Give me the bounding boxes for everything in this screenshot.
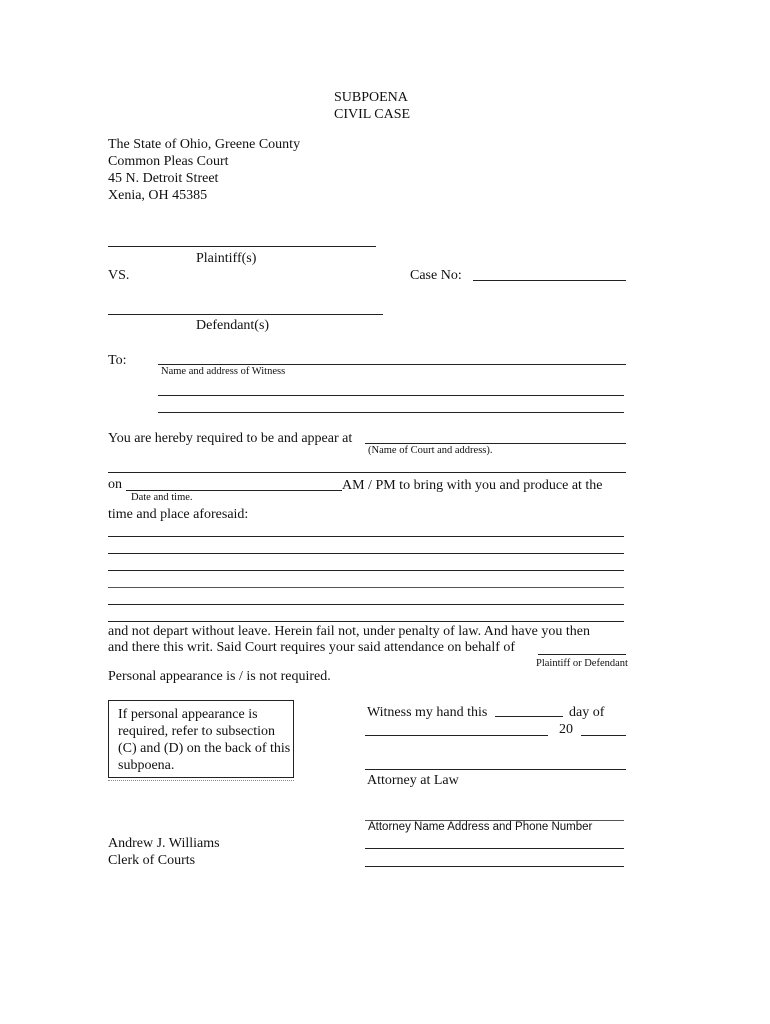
time-place-text: time and place aforesaid: bbox=[108, 507, 249, 522]
notice-box bbox=[108, 700, 294, 778]
defendant-line[interactable] bbox=[108, 314, 383, 315]
date-time-line[interactable] bbox=[126, 490, 342, 491]
attorney-caption: Attorney Name Address and Phone Number bbox=[368, 821, 593, 833]
court-name-caption: (Name of Court and address). bbox=[368, 445, 493, 456]
case-no-label: Case No: bbox=[410, 268, 462, 283]
court-line-4: Xenia, OH 45385 bbox=[108, 188, 208, 203]
personal-appearance-text: Personal appearance is / is not required. bbox=[108, 669, 331, 684]
court-line-1: The State of Ohio, Greene County bbox=[108, 137, 301, 152]
behalf-of-line[interactable] bbox=[538, 654, 626, 655]
witness-line-1[interactable] bbox=[158, 364, 626, 365]
case-no-line[interactable] bbox=[473, 280, 626, 281]
witness-hand-text: Witness my hand this bbox=[367, 705, 488, 720]
witness-line-3[interactable] bbox=[158, 412, 624, 413]
attorney-info-line-3[interactable] bbox=[365, 866, 624, 867]
year-prefix: 20 bbox=[559, 722, 573, 737]
appear-text: You are hereby required to be and appear at bbox=[108, 431, 353, 446]
on-label: on bbox=[108, 477, 122, 492]
plaintiff-line[interactable] bbox=[108, 246, 376, 247]
attorney-signature-line[interactable] bbox=[365, 769, 626, 770]
attorney-label: Attorney at Law bbox=[367, 773, 459, 788]
items-line-4[interactable] bbox=[108, 587, 624, 588]
court-name-line[interactable] bbox=[365, 443, 626, 444]
court-line-3: 45 N. Detroit Street bbox=[108, 171, 219, 186]
document-subtitle: CIVIL CASE bbox=[334, 107, 411, 122]
items-line-3[interactable] bbox=[108, 570, 624, 571]
clerk-name: Andrew J. Williams bbox=[108, 836, 220, 851]
month-line[interactable] bbox=[365, 735, 548, 736]
items-line-1[interactable] bbox=[108, 536, 624, 537]
day-of-text: day of bbox=[569, 705, 605, 720]
witness-line-2[interactable] bbox=[158, 395, 624, 396]
warning-line-2: and there this writ. Said Court requires your said attendance on behalf of bbox=[108, 640, 516, 655]
party-caption: Plaintiff or Defendant bbox=[536, 658, 628, 669]
warning-line-1: and not depart without leave. Herein fail not, under penalty of law. And have you then bbox=[108, 624, 590, 639]
notice-text: If personal appearance is required, refer to subsection (C) and (D) on the back of this subpoena. bbox=[118, 707, 291, 773]
notice-box-underline bbox=[108, 780, 294, 781]
attorney-info-line-2[interactable] bbox=[365, 848, 624, 849]
clerk-title: Clerk of Courts bbox=[108, 853, 196, 868]
items-line-6[interactable] bbox=[108, 621, 624, 622]
plaintiff-label: Plaintiff(s) bbox=[196, 251, 257, 266]
ampm-text: AM / PM to bring with you and produce at the bbox=[342, 478, 603, 493]
court-address-line[interactable] bbox=[108, 472, 626, 473]
day-line[interactable] bbox=[495, 716, 563, 717]
year-line[interactable] bbox=[581, 735, 626, 736]
items-line-5[interactable] bbox=[108, 604, 624, 605]
to-label: To: bbox=[108, 353, 127, 368]
items-line-2[interactable] bbox=[108, 553, 624, 554]
witness-caption: Name and address of Witness bbox=[161, 366, 286, 377]
date-caption: Date and time. bbox=[131, 492, 193, 503]
vs-label: VS. bbox=[108, 268, 130, 283]
defendant-label: Defendant(s) bbox=[196, 318, 270, 333]
document-title: SUBPOENA bbox=[334, 90, 408, 105]
court-line-2: Common Pleas Court bbox=[108, 154, 229, 169]
